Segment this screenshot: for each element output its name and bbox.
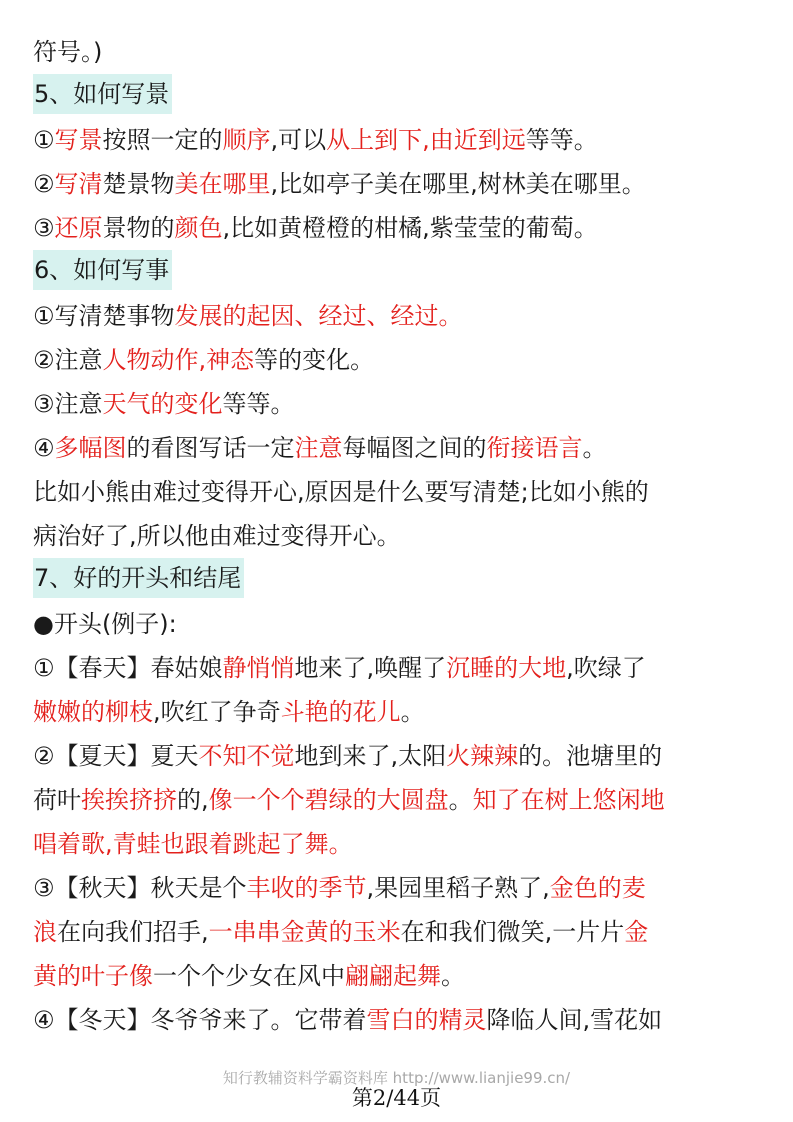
text-line [33,778,761,822]
body-text: 按照一定的 [102,126,223,154]
section-heading [33,74,761,118]
highlighted-text: 像一个个碧绿的大圆盘 [208,786,449,814]
text-line [33,910,761,954]
body-text: 景物的 [102,214,175,242]
body-text: ③ [33,214,55,242]
highlighted-text: 静悄悄 [222,654,295,682]
highlighted-text: 注意 [294,434,343,462]
highlighted-text: 黄的叶子像 [33,962,153,990]
highlighted-text: 斗艳的花儿 [280,698,401,726]
text-line [33,382,761,426]
highlighted-text: 发展的起因、经过、经过。 [174,302,463,330]
text-line [33,602,761,646]
text-line [33,30,761,74]
body-text: ②【夏天】夏天 [33,742,199,770]
body-text: 7、好的开头和结尾 [34,564,242,592]
body-text: 一个个少女在风中 [153,962,345,990]
text-line [33,822,761,866]
text-line [33,206,761,250]
document-body [33,30,761,1042]
text-line [33,690,761,734]
highlighted-text: 金色的麦 [549,874,646,902]
body-text: ④【冬天】冬爷爷来了。它带着 [33,1006,367,1034]
footer-page-number: 第2/44页 [351,1086,442,1110]
highlighted-text: 衔接语言 [486,434,583,462]
text-line [33,734,761,778]
highlighted-text: 挨挨挤挤 [81,786,177,814]
body-text: ,吹红了争奇 [153,698,281,726]
highlighted-text: 丰收的季节 [246,874,367,902]
body-text: ,可以 [270,126,327,154]
body-text: ② [33,170,55,198]
highlighted-text: 唱着歌,青蛙也跟着跳起了舞。 [33,830,353,858]
highlighted-text: 顺序 [222,126,271,154]
text-line [33,954,761,998]
body-text: ④ [33,434,55,462]
body-text: 的看图写话一定 [126,434,295,462]
highlighted-text: 写清 [54,170,103,198]
body-text: 等的变化。 [254,346,375,374]
body-text: ①【春天】春姑娘 [33,654,223,682]
body-text: ,比如亭子美在哪里,树林美在哪里。 [270,170,646,198]
body-text: 在和我们微笑,一片片 [400,918,625,946]
body-text: 。 [400,698,425,726]
body-text: ①写清楚事物 [33,302,175,330]
section-heading [33,558,761,602]
body-text: ③注意 [33,390,103,418]
body-text: 地来了,唤醒了 [294,654,447,682]
body-text: 楚景物 [102,170,175,198]
body-text: 5、如何写景 [34,80,170,108]
body-text: 符号。) [33,38,103,66]
body-text: 在向我们招手, [57,918,209,946]
highlighted-text: 还原 [54,214,103,242]
body-text: ③【秋天】秋天是个 [33,874,247,902]
body-text: 等等。 [525,126,598,154]
section-heading-highlight [33,250,172,290]
body-text: 的, [177,786,209,814]
body-text: ① [33,126,55,154]
highlighted-text: 不知不觉 [198,742,295,770]
text-line [33,162,761,206]
body-text: 6、如何写事 [34,256,170,284]
body-text: 地到来了,太阳 [294,742,447,770]
highlighted-text: 嫩嫩的柳枝 [33,698,153,726]
highlighted-text: 沉睡的大地 [446,654,567,682]
body-text: ②注意 [33,346,103,374]
body-text: 每幅图之间的 [342,434,487,462]
section-heading-highlight [33,74,172,114]
text-line [33,470,761,514]
section-heading-highlight [33,558,244,598]
highlighted-text: 美在哪里 [174,170,271,198]
highlighted-text: 多幅图 [54,434,127,462]
highlighted-text: 人物动作,神态 [102,346,255,374]
body-text: ,比如黄橙橙的柑橘,紫莹莹的葡萄。 [222,214,598,242]
body-text: 。 [448,786,473,814]
text-line [33,426,761,470]
body-text: 病治好了,所以他由难过变得开心。 [33,522,401,550]
text-line [33,338,761,382]
highlighted-text: 一串串金黄的玉米 [208,918,401,946]
text-line [33,646,761,690]
body-text: 等等。 [222,390,295,418]
text-line [33,866,761,910]
highlighted-text: 浪 [33,918,57,946]
body-text: 。 [582,434,607,462]
highlighted-text: 颜色 [174,214,223,242]
text-line [33,118,761,162]
body-text: 降临人间,雪花如 [486,1006,663,1034]
body-text: 荷叶 [33,786,81,814]
body-text: ,吹绿了 [566,654,646,682]
highlighted-text: 写景 [54,126,103,154]
text-line [33,998,761,1042]
highlighted-text: 知了在树上悠闲地 [472,786,665,814]
body-text: ,果园里稻子熟了, [366,874,550,902]
body-text: 比如小熊由难过变得开心,原因是什么要写清楚;比如小熊的 [33,478,649,506]
highlighted-text: 天气的变化 [102,390,223,418]
body-text: 。 [441,962,465,990]
section-heading [33,250,761,294]
body-text: ●开头(例子): [33,610,177,638]
footer-website: 知行教辅资料学霸资料库 http://www.lianjie99.cn/ [222,1069,571,1087]
body-text: 的。池塘里的 [518,742,663,770]
text-line [33,294,761,338]
text-line [33,514,761,558]
highlighted-text: 翩翩起舞 [345,962,441,990]
highlighted-text: 火辣辣 [446,742,519,770]
highlighted-text: 金 [624,918,649,946]
highlighted-text: 雪白的精灵 [366,1006,487,1034]
highlighted-text: 从上到下,由近到远 [326,126,526,154]
